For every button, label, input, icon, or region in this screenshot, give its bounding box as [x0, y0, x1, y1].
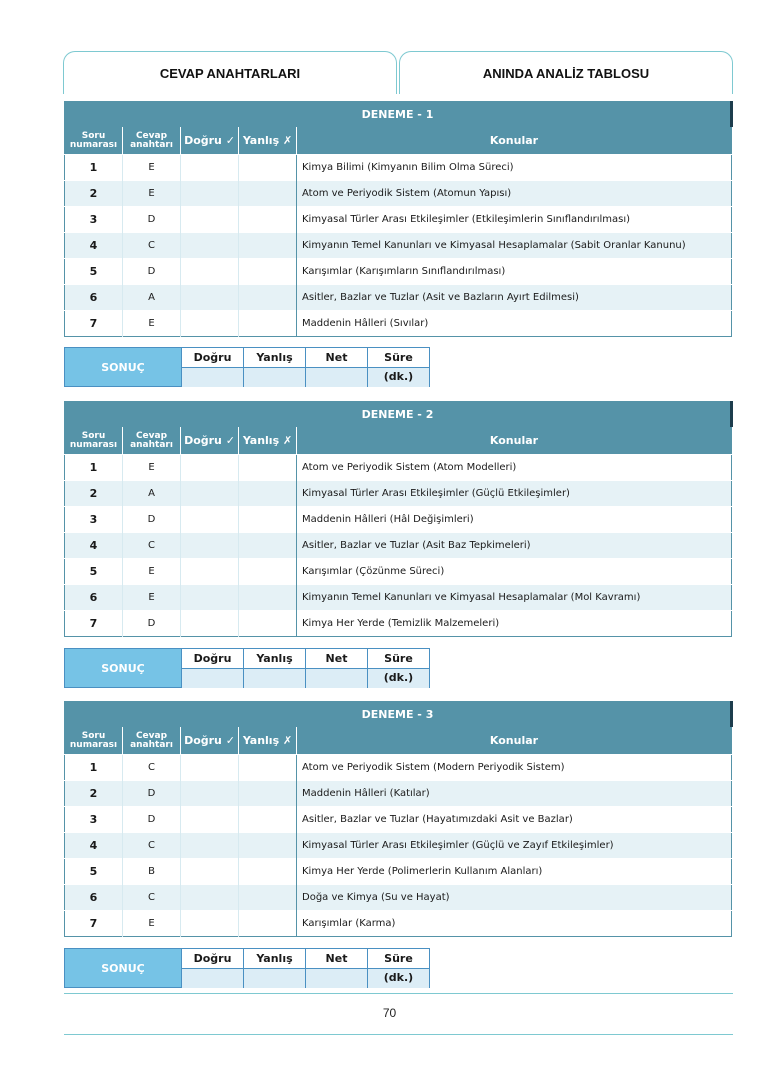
header-line: anahtarı	[130, 439, 173, 450]
question-number: 2	[65, 181, 123, 207]
wrong-mark-cell[interactable]	[239, 455, 297, 481]
correct-mark-cell[interactable]	[181, 533, 239, 559]
wrong-mark-cell[interactable]	[239, 207, 297, 233]
wrong-mark-cell[interactable]	[239, 885, 297, 911]
wrong-mark-cell[interactable]	[239, 755, 297, 781]
topic: Asitler, Bazlar ve Tuzlar (Asit Baz Tepkimeleri)	[297, 533, 732, 559]
topic: Maddenin Hâlleri (Hâl Değişimleri)	[297, 507, 732, 533]
result-correct-column	[181, 649, 243, 687]
wrong-mark-cell[interactable]	[239, 233, 297, 259]
test-title-row	[65, 401, 732, 427]
result-wrong-column	[243, 348, 305, 386]
answer-key-table	[64, 701, 733, 937]
test-section-2	[64, 401, 733, 637]
question-number: 6	[65, 585, 123, 611]
result-correct-header: Doğru	[182, 348, 243, 367]
result-net-header: Net	[306, 649, 367, 668]
result-label: SONUÇ	[65, 649, 181, 687]
test-title: DENEME - 3	[65, 701, 732, 727]
table-row	[65, 781, 732, 807]
table-row	[65, 455, 732, 481]
header-line: Soru	[81, 730, 106, 741]
wrong-mark-cell[interactable]	[239, 533, 297, 559]
table-row	[65, 559, 732, 585]
result-net-column	[305, 949, 367, 987]
result-net-column	[305, 649, 367, 687]
header-tabs	[63, 51, 733, 95]
result-correct-input[interactable]	[182, 367, 243, 387]
tab-analysis-table[interactable]: ANINDA ANALİZ TABLOSU	[399, 51, 733, 94]
result-correct-header: Doğru	[182, 949, 243, 968]
topic: Atom ve Periyodik Sistem (Atom Modelleri)	[297, 455, 732, 481]
topic: Atom ve Periyodik Sistem (Atomun Yapısı)	[297, 181, 732, 207]
wrong-mark-cell[interactable]	[239, 311, 297, 337]
result-wrong-header: Yanlış	[244, 649, 305, 668]
column-header-topics: Konular	[297, 427, 732, 455]
correct-mark-cell[interactable]	[181, 259, 239, 285]
column-header-question-number	[65, 127, 123, 155]
answer-key: E	[123, 311, 181, 337]
wrong-mark-cell[interactable]	[239, 181, 297, 207]
topic: Kimyasal Türler Arası Etkileşimler (Güçlü ve Zayıf Etkileşimler)	[297, 833, 732, 859]
answer-key: C	[123, 233, 181, 259]
correct-mark-cell[interactable]	[181, 507, 239, 533]
question-number: 7	[65, 311, 123, 337]
result-correct-input[interactable]	[182, 968, 243, 988]
column-header-row	[65, 727, 732, 755]
topic: Maddenin Hâlleri (Sıvılar)	[297, 311, 732, 337]
column-header-answer-key	[123, 427, 181, 455]
correct-mark-cell[interactable]	[181, 611, 239, 637]
table-row	[65, 311, 732, 337]
answer-key: E	[123, 911, 181, 937]
topic: Kimyanın Temel Kanunları ve Kimyasal Hesaplamalar (Mol Kavramı)	[297, 585, 732, 611]
result-wrong-header: Yanlış	[244, 949, 305, 968]
answer-key: E	[123, 559, 181, 585]
wrong-mark-cell[interactable]	[239, 559, 297, 585]
table-row	[65, 481, 732, 507]
correct-mark-cell[interactable]	[181, 455, 239, 481]
page-number: 70	[382, 1006, 397, 1020]
column-header-topics: Konular	[297, 727, 732, 755]
wrong-mark-cell[interactable]	[239, 807, 297, 833]
test-title-row	[65, 701, 732, 727]
correct-mark-cell[interactable]	[181, 285, 239, 311]
answer-key: D	[123, 611, 181, 637]
result-time-header: Süre (dk.)	[368, 348, 429, 367]
answer-key-table	[64, 401, 733, 637]
correct-mark-cell[interactable]	[181, 233, 239, 259]
header-line: Cevap	[135, 730, 168, 741]
result-net-input[interactable]	[306, 367, 367, 387]
result-correct-header: Doğru	[182, 649, 243, 668]
question-number: 1	[65, 455, 123, 481]
result-wrong-input[interactable]	[244, 367, 305, 387]
topic: Kimya Her Yerde (Temizlik Malzemeleri)	[297, 611, 732, 637]
result-net-input[interactable]	[306, 968, 367, 988]
topic: Maddenin Hâlleri (Katılar)	[297, 781, 732, 807]
answer-key: D	[123, 259, 181, 285]
result-correct-column	[181, 949, 243, 987]
result-time-column	[367, 348, 429, 386]
topic: Karışımlar (Karma)	[297, 911, 732, 937]
correct-mark-cell[interactable]	[181, 755, 239, 781]
result-correct-column	[181, 348, 243, 386]
correct-mark-cell[interactable]	[181, 155, 239, 181]
result-box	[64, 648, 430, 688]
result-time-column	[367, 649, 429, 687]
result-box	[64, 948, 430, 988]
topic: Kimyasal Türler Arası Etkileşimler (Güçlü Etkileşimler)	[297, 481, 732, 507]
result-wrong-column	[243, 649, 305, 687]
question-number: 2	[65, 481, 123, 507]
answer-key: C	[123, 833, 181, 859]
test-title-row	[65, 101, 732, 127]
correct-mark-cell[interactable]	[181, 585, 239, 611]
topic: Doğa ve Kimya (Su ve Hayat)	[297, 885, 732, 911]
answer-key: C	[123, 885, 181, 911]
table-row	[65, 585, 732, 611]
correct-mark-cell[interactable]	[181, 859, 239, 885]
topic: Asitler, Bazlar ve Tuzlar (Asit ve Bazların Ayırt Edilmesi)	[297, 285, 732, 311]
column-header-row	[65, 427, 732, 455]
topic: Karışımlar (Karışımların Sınıflandırılması)	[297, 259, 732, 285]
header-line: Soru	[81, 130, 106, 141]
answer-key: B	[123, 859, 181, 885]
wrong-mark-cell[interactable]	[239, 155, 297, 181]
header-line: anahtarı	[130, 139, 173, 150]
topic: Karışımlar (Çözünme Süreci)	[297, 559, 732, 585]
result-time-header: Süre (dk.)	[368, 949, 429, 968]
correct-mark-cell[interactable]	[181, 207, 239, 233]
column-header-row	[65, 127, 732, 155]
answer-key: E	[123, 181, 181, 207]
answer-key: D	[123, 781, 181, 807]
wrong-mark-cell[interactable]	[239, 781, 297, 807]
table-row	[65, 233, 732, 259]
question-number: 5	[65, 559, 123, 585]
question-number: 2	[65, 781, 123, 807]
question-number: 4	[65, 233, 123, 259]
column-header-answer-key	[123, 727, 181, 755]
header-line: anahtarı	[130, 739, 173, 750]
result-net-column	[305, 348, 367, 386]
wrong-mark-cell[interactable]	[239, 507, 297, 533]
correct-mark-cell[interactable]	[181, 911, 239, 937]
correct-mark-cell[interactable]	[181, 833, 239, 859]
topic: Kimyanın Temel Kanunları ve Kimyasal Hesaplamalar (Sabit Oranlar Kanunu)	[297, 233, 732, 259]
table-row	[65, 285, 732, 311]
correct-mark-cell[interactable]	[181, 885, 239, 911]
question-number: 6	[65, 885, 123, 911]
table-row	[65, 207, 732, 233]
table-row	[65, 181, 732, 207]
column-header-wrong: Yanlış ✗	[239, 427, 297, 455]
column-header-correct: Doğru ✓	[181, 727, 239, 755]
question-number: 5	[65, 859, 123, 885]
question-number: 4	[65, 833, 123, 859]
table-row	[65, 755, 732, 781]
wrong-mark-cell[interactable]	[239, 833, 297, 859]
question-number: 7	[65, 911, 123, 937]
correct-mark-cell[interactable]	[181, 559, 239, 585]
question-number: 5	[65, 259, 123, 285]
column-header-topics: Konular	[297, 127, 732, 155]
topic: Asitler, Bazlar ve Tuzlar (Hayatımızdaki Asit ve Bazlar)	[297, 807, 732, 833]
answer-key: A	[123, 481, 181, 507]
question-number: 4	[65, 533, 123, 559]
table-row	[65, 807, 732, 833]
result-time-header: Süre (dk.)	[368, 649, 429, 668]
table-row	[65, 911, 732, 937]
correct-mark-cell[interactable]	[181, 781, 239, 807]
wrong-mark-cell[interactable]	[239, 911, 297, 937]
column-header-correct: Doğru ✓	[181, 427, 239, 455]
answer-key: D	[123, 207, 181, 233]
question-number: 3	[65, 507, 123, 533]
table-row	[65, 833, 732, 859]
test-section-1	[64, 101, 733, 337]
answer-key-table	[64, 101, 733, 337]
result-net-input[interactable]	[306, 668, 367, 688]
answer-key: D	[123, 807, 181, 833]
result-time-column	[367, 949, 429, 987]
question-number: 3	[65, 207, 123, 233]
result-label: SONUÇ	[65, 348, 181, 386]
table-row	[65, 859, 732, 885]
header-line: Cevap	[135, 130, 168, 141]
table-row	[65, 611, 732, 637]
correct-mark-cell[interactable]	[181, 311, 239, 337]
wrong-mark-cell[interactable]	[239, 259, 297, 285]
wrong-mark-cell[interactable]	[239, 611, 297, 637]
correct-mark-cell[interactable]	[181, 181, 239, 207]
table-row	[65, 885, 732, 911]
answer-key: E	[123, 585, 181, 611]
correct-mark-cell[interactable]	[181, 807, 239, 833]
result-net-header: Net	[306, 348, 367, 367]
column-header-answer-key	[123, 127, 181, 155]
result-net-header: Net	[306, 949, 367, 968]
wrong-mark-cell[interactable]	[239, 481, 297, 507]
table-row	[65, 533, 732, 559]
topic: Kimya Bilimi (Kimyanın Bilim Olma Süreci)	[297, 155, 732, 181]
test-section-3	[64, 701, 733, 937]
result-wrong-input[interactable]	[244, 968, 305, 988]
question-number: 1	[65, 755, 123, 781]
column-header-question-number	[65, 727, 123, 755]
answer-key: E	[123, 455, 181, 481]
result-wrong-input[interactable]	[244, 668, 305, 688]
header-line: Soru	[81, 430, 106, 441]
column-header-question-number	[65, 427, 123, 455]
correct-mark-cell[interactable]	[181, 481, 239, 507]
header-line: numarası	[69, 439, 118, 450]
answer-key: D	[123, 507, 181, 533]
question-number: 3	[65, 807, 123, 833]
question-number: 6	[65, 285, 123, 311]
result-wrong-column	[243, 949, 305, 987]
answer-key: E	[123, 155, 181, 181]
header-line: numarası	[69, 739, 118, 750]
result-wrong-header: Yanlış	[244, 348, 305, 367]
question-number: 1	[65, 155, 123, 181]
topic: Atom ve Periyodik Sistem (Modern Periyodik Sistem)	[297, 755, 732, 781]
wrong-mark-cell[interactable]	[239, 585, 297, 611]
answer-key: C	[123, 755, 181, 781]
column-header-wrong: Yanlış ✗	[239, 727, 297, 755]
table-row	[65, 507, 732, 533]
topic: Kimyasal Türler Arası Etkileşimler (Etkileşimlerin Sınıflandırılması)	[297, 207, 732, 233]
topic: Kimya Her Yerde (Polimerlerin Kullanım Alanları)	[297, 859, 732, 885]
column-header-wrong: Yanlış ✗	[239, 127, 297, 155]
question-number: 7	[65, 611, 123, 637]
test-title: DENEME - 2	[65, 401, 732, 427]
result-box	[64, 347, 430, 387]
tab-answer-keys[interactable]: CEVAP ANAHTARLARI	[63, 51, 397, 94]
header-line: Cevap	[135, 430, 168, 441]
footer-divider-top	[64, 993, 733, 994]
wrong-mark-cell[interactable]	[239, 859, 297, 885]
result-label: SONUÇ	[65, 949, 181, 987]
result-correct-input[interactable]	[182, 668, 243, 688]
footer-divider-bottom	[64, 1034, 733, 1035]
test-title: DENEME - 1	[65, 101, 732, 127]
table-row	[65, 155, 732, 181]
wrong-mark-cell[interactable]	[239, 285, 297, 311]
answer-key: A	[123, 285, 181, 311]
table-row	[65, 259, 732, 285]
answer-key: C	[123, 533, 181, 559]
column-header-correct: Doğru ✓	[181, 127, 239, 155]
header-line: numarası	[69, 139, 118, 150]
